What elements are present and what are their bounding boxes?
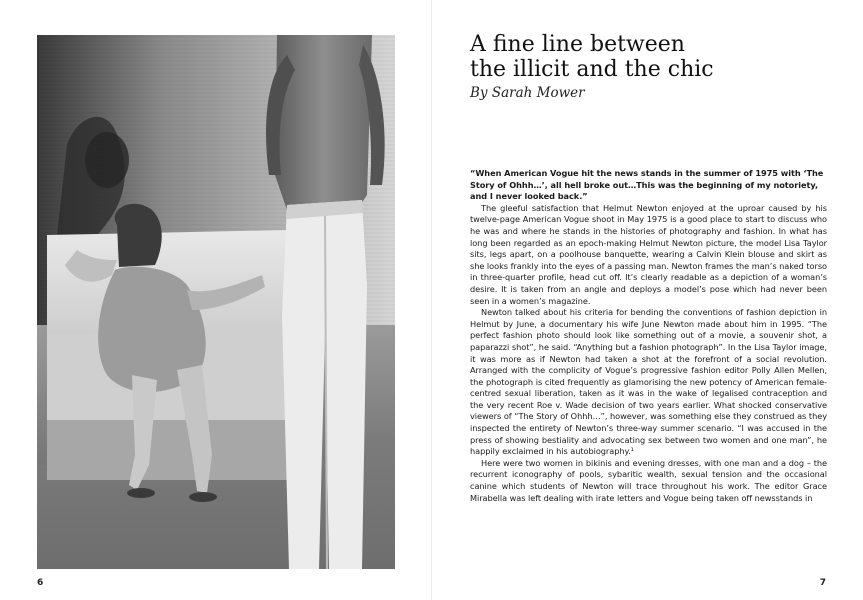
page-gutter [431,0,432,600]
page-number-left: 6 [37,578,44,588]
fashion-photograph [37,35,395,569]
paragraph-2: Newton talked about his criteria for bending the conventions of fashion depiction in Helmut by June, a documentary his wife June Newton made about him in 1995. “The perfect fashion photo should look like something out of a movie, a souvenir shot, a paparazzi shot”, he said. “Anything but a fashion photograph”. In the Lisa Taylor image, it was more as if Newton had taken a shot at the forefront of a social revolution. Arranged with the complicity of Vogue’s progressive fashion editor Polly Allen Mellen, the photograph is cited frequently as glamorising the new potency of American female-centred sexual liberation, taken as it was in the wake of legalised contraception and the very recent Roe v. Wade decision of two years earlier. What shocked conservative viewers of “The Story of Ohhh…”, however, was something else they construed as they inspected the entirety of Newton’s three-way summer scenario. “I was accused in the press of showing bestiality and advocating sex between two women and one man”, he happily exclaimed in his autobiography.¹ [470,307,827,457]
title-line-1: A fine line between [470,32,685,57]
page-number-right: 7 [819,578,826,588]
opening-quote: “When American Vogue hit the news stands in the summer of 1975 with ‘The Story of Ohhh…’, all hell broke out…This was the beginning of my notoriety, and I never looked back.” [470,168,824,202]
article-byline: By Sarah Mower [470,85,585,101]
paragraph-3: Here were two women in bikinis and evening dresses, with one man and a dog – the recurrent iconography of pools, sybaritic wealth, sexual tension and the occasional canine which students of Newton will trace throughout his work. The editor Grace Mirabella was left dealing with irate letters and Vogue being taken off newsstands in [470,457,827,503]
article-body [470,168,827,504]
article-title [470,32,830,82]
paragraph-1: The gleeful satisfaction that Helmut Newton enjoyed at the uproar caused by his twelve-page American Vogue shoot in May 1975 is a good place to start to discuss who he was and where he stands in the histories of photography and fashion. In what has long been regarded as an epoch-making Helmut Newton picture, the model Lisa Taylor sits, legs apart, on a poolhouse banquette, wearing a Calvin Klein blouse and skirt as she looks frankly into the eyes of a passing man. Newton frames the man’s naked torso in three-quarter profile, head cut off. It’s clearly readable as a depiction of a woman’s desire. It is taken from an angle and deploys a model’s pose which had never been seen in a women’s magazine. [470,202,827,306]
title-line-2: the illicit and the chic [470,57,714,82]
